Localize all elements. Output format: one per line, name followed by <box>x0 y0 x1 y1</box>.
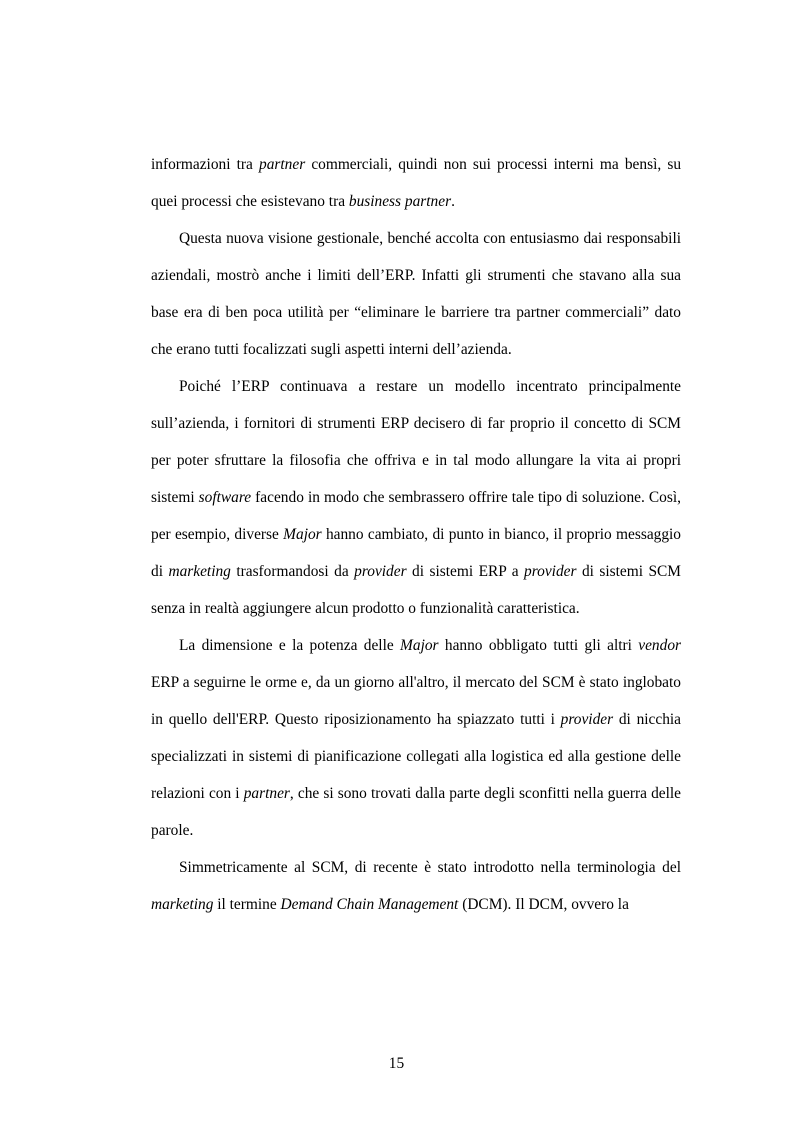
italic-text-run: partner <box>259 156 306 173</box>
italic-text-run: provider <box>524 563 577 580</box>
text-run: Questa nuova visione gestionale, benché accolta con entusiasmo dai responsabili aziendali, mostrò anche i limiti dell’ERP. Infatti gli strumenti che stavano alla sua base era di ben poca utilità per “eliminare le barriere tra partner commerciali” dato che erano tutti focalizzati sugli aspetti interni dell’azienda. <box>151 230 681 358</box>
paragraph <box>151 849 681 923</box>
italic-text-run: Demand Chain Management <box>280 896 459 913</box>
text-run: Poiché l’ERP continuava a restare un modello incentrato principalmente sull’azienda, i fornitori di strumenti ERP decisero di far proprio il concetto di SCM per poter sfruttare la filosofia che offriva e in tal modo allungare la vita ai propri sistemi <box>151 378 681 506</box>
text-run: . <box>451 193 455 210</box>
italic-text-run: provider <box>560 711 614 728</box>
text-run: informazioni tra <box>151 156 260 173</box>
text-run: (DCM). Il DCM, ovvero la <box>458 896 629 913</box>
page-body <box>151 146 681 923</box>
text-run: il termine <box>213 896 281 913</box>
italic-text-run: marketing <box>168 563 231 580</box>
italic-text-run: Major <box>400 637 439 654</box>
italic-text-run: business partner <box>348 193 452 210</box>
text-run: hanno cambiato, di punto in bianco, il proprio messaggio di <box>151 526 682 580</box>
paragraph <box>151 627 681 849</box>
text-run: trasformandosi da <box>230 563 355 580</box>
page-number: 15 <box>388 1055 405 1072</box>
text-run: ERP a seguirne le orme e, da un giorno all'altro, il mercato del SCM è stato inglobato in quello dell'ERP. Questo riposizionamento ha spiazzato tutti i <box>151 674 681 728</box>
text-run: di sistemi SCM senza in realtà aggiungere alcun prodotto o funzionalità caratteristica. <box>151 563 681 617</box>
italic-text-run: provider <box>354 563 407 580</box>
text-run: hanno obbligato tutti gli altri <box>438 637 639 654</box>
italic-text-run: marketing <box>151 896 214 913</box>
text-run: di sistemi ERP a <box>406 563 525 580</box>
italic-text-run: software <box>198 489 252 506</box>
text-run: La dimensione e la potenza delle <box>179 637 401 654</box>
text-run: Simmetricamente al SCM, di recente è stato introdotto nella terminologia del <box>179 859 681 876</box>
text-run: , che si sono trovati dalla parte degli sconfitti nella guerra delle parole. <box>151 785 681 839</box>
paragraph <box>151 368 681 627</box>
text-run: commerciali, quindi non sui processi interni ma bensì, su quei processi che esistevano tra <box>151 156 682 210</box>
italic-text-run: vendor <box>638 637 682 654</box>
text-run: di nicchia specializzati in sistemi di pianificazione collegati alla logistica ed alla gestione delle relazioni con i <box>151 711 682 802</box>
italic-text-run: partner <box>243 785 290 802</box>
paragraph <box>151 146 681 220</box>
text-run: facendo in modo che sembrassero offrire tale tipo di soluzione. Così, per esempio, diverse <box>151 489 681 543</box>
paragraph <box>151 220 681 368</box>
italic-text-run: Major <box>283 526 322 543</box>
